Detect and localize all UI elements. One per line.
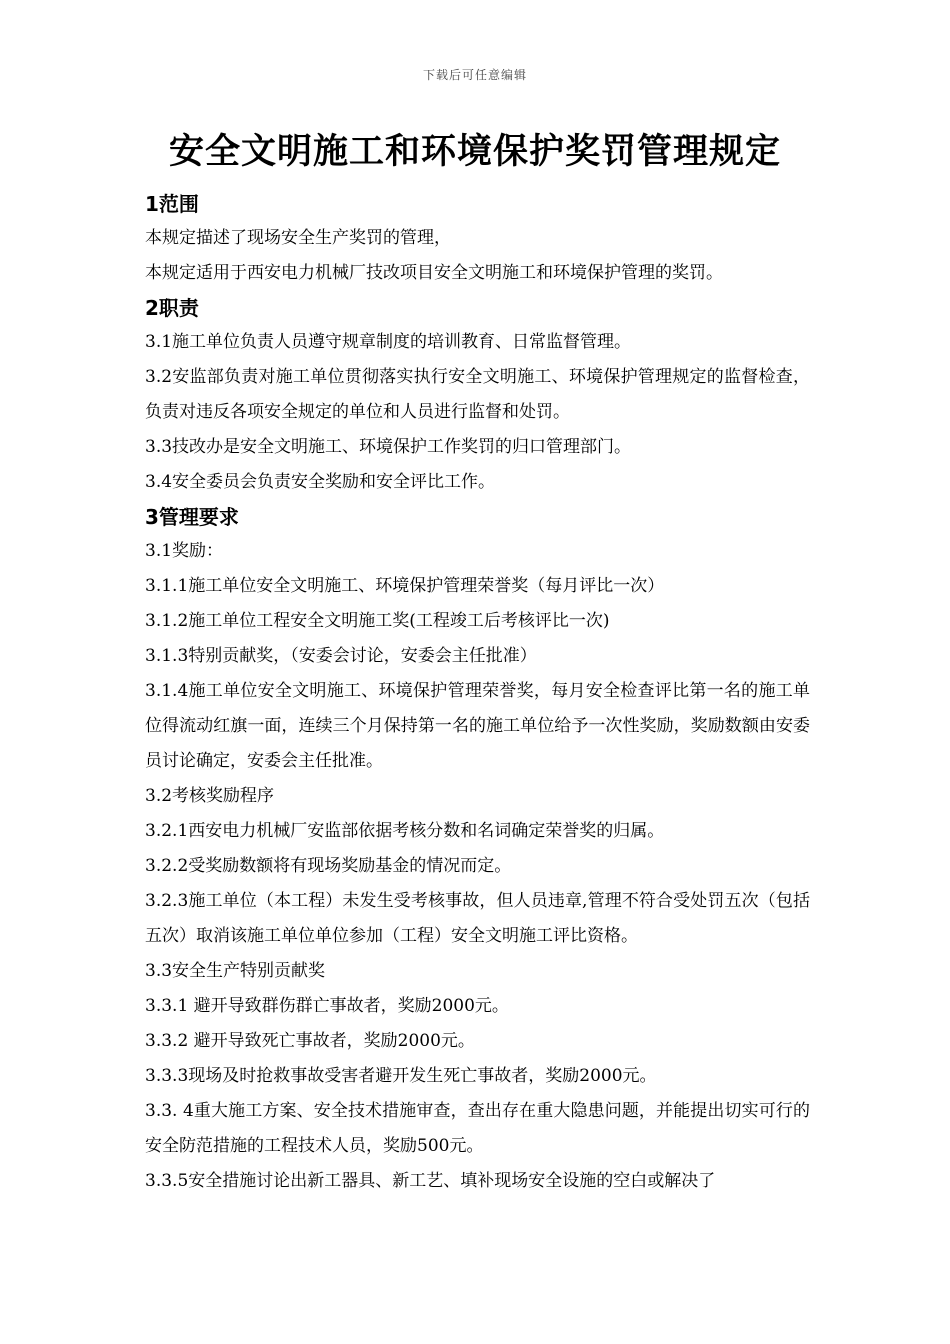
- paragraph: 3.3.1 避开导致群伤群亡事故者，奖励2000元。: [145, 996, 509, 1016]
- paragraph: 3.2.3施工单位（本工程）未发生受考核事故，但人员违章,管理不符合受处罚五次（包括五次）取消该施工单位单位参加（工程）安全文明施工评比资格。: [145, 891, 810, 946]
- paragraph: 3.3.3现场及时抢救事故受害者避开发生死亡事故者，奖励2000元。: [145, 1066, 657, 1086]
- paragraph: 3.1.1施工单位安全文明施工、环境保护管理荣誉奖（每月评比一次）: [145, 576, 665, 596]
- section-heading-management-requirements: 3管理要求: [145, 505, 239, 529]
- paragraph: 3.2.1西安电力机械厂安监部依据考核分数和名词确定荣誉奖的归属。: [145, 821, 665, 841]
- paragraph: 3.1.3特别贡献奖，（安委会讨论，安委会主任批准）: [145, 646, 537, 666]
- paragraph: 3.1.2施工单位工程安全文明施工奖(工程竣工后考核评比一次): [145, 611, 610, 631]
- paragraph: 3.3. 4重大施工方案、安全技术措施审查，查出存在重大隐患问题，并能提出切实可行的安全防范措施的工程技术人员，奖励500元。: [145, 1101, 810, 1156]
- section-heading-responsibilities: 2职责: [145, 296, 199, 320]
- paragraph: 3.3.5安全措施讨论出新工器具、新工艺、填补现场安全设施的空白或解决了: [145, 1171, 716, 1191]
- document-body: [145, 187, 810, 1199]
- paragraph: 3.2.2受奖励数额将有现场奖励基金的情况而定。: [145, 856, 512, 876]
- paragraph: 3.1施工单位负责人员遵守规章制度的培训教育、日常监督管理。: [145, 332, 632, 352]
- section-heading-scope: 1范围: [145, 192, 199, 216]
- document-title: 安全文明施工和环境保护奖罚管理规定: [168, 132, 781, 172]
- paragraph: 3.3安全生产特别贡献奖: [145, 961, 326, 981]
- paragraph: 3.3技改办是安全文明施工、环境保护工作奖罚的归口管理部门。: [145, 437, 632, 457]
- paragraph: 3.1.4施工单位安全文明施工、环境保护管理荣誉奖，每月安全检查评比第一名的施工单位得流动红旗一面，连续三个月保持第一名的施工单位给予一次性奖励，奖励数额由安委员讨论确定，安委会主任批准。: [145, 681, 810, 771]
- paragraph: 3.3.2 避开导致死亡事故者，奖励2000元。: [145, 1031, 475, 1051]
- paragraph: 本规定适用于西安电力机械厂技改项目安全文明施工和环境保护管理的奖罚。: [145, 263, 723, 283]
- paragraph: 本规定描述了现场安全生产奖罚的管理，: [145, 228, 451, 248]
- paragraph: 3.2安监部负责对施工单位贯彻落实执行安全文明施工、环境保护管理规定的监督检查，负责对违反各项安全规定的单位和人员进行监督和处罚。: [145, 367, 810, 422]
- paragraph: 3.4安全委员会负责安全奖励和安全评比工作。: [145, 472, 496, 492]
- paragraph: 3.1奖励：: [145, 541, 224, 561]
- paragraph: 3.2考核奖励程序: [145, 786, 275, 806]
- header-note: 下载后可任意编辑: [422, 68, 527, 82]
